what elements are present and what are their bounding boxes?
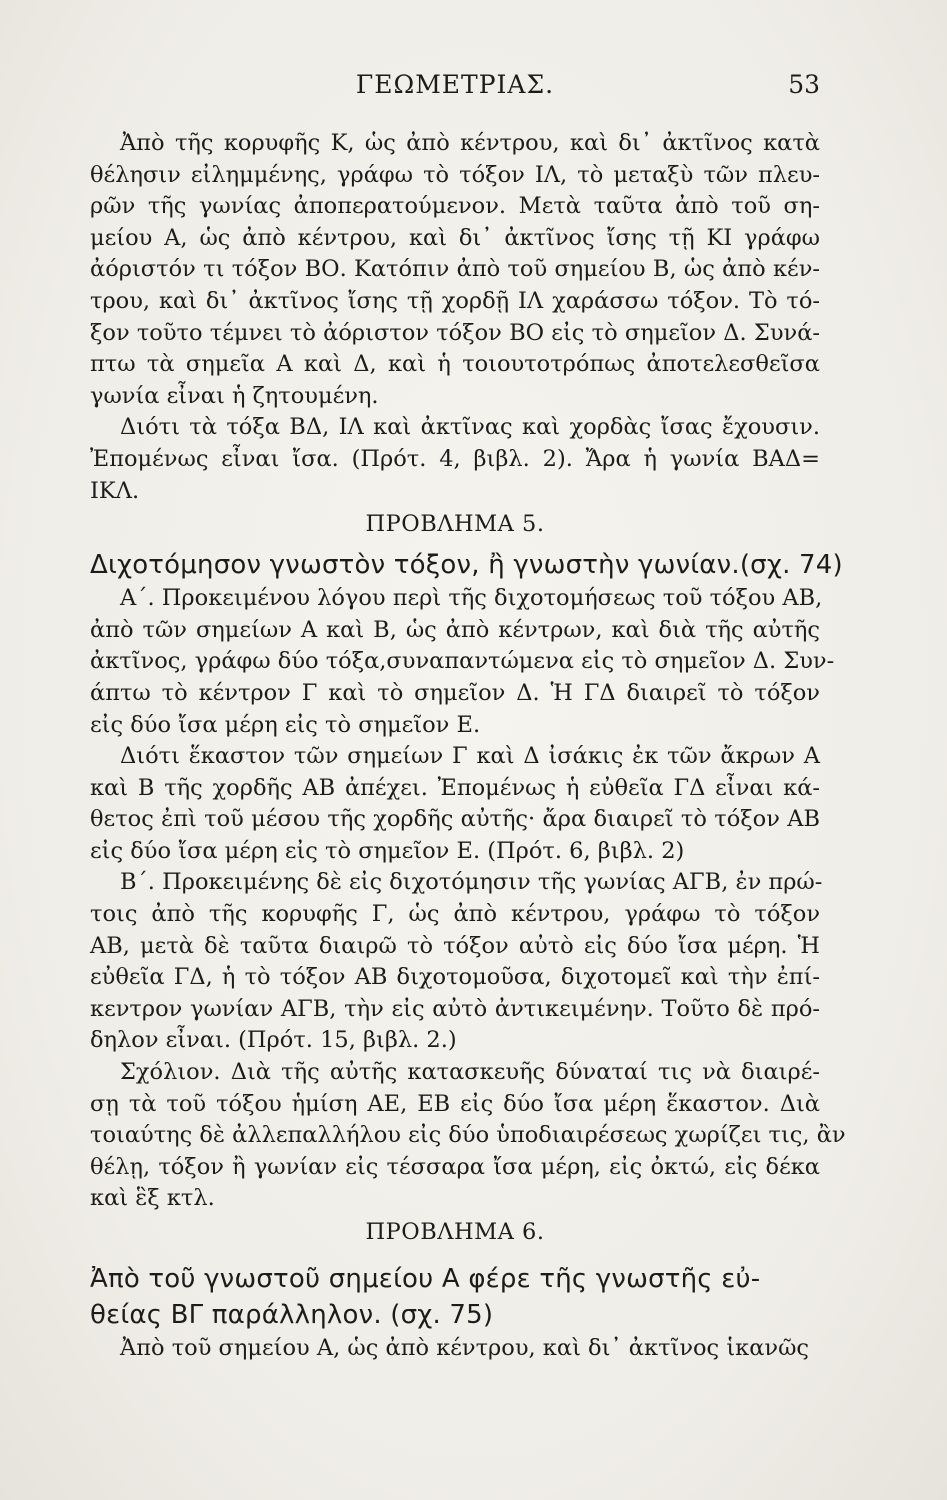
text-line: εἰς δύο ἴσα μέρη εἰς τὸ σημεῖον Ε. (Πρότ. 6, βιβλ. 2) xyxy=(90,837,685,864)
text-line: σῃ τὰ τοῦ τόξου ἡμίση ΑΕ, ΕΒ εἰς δύο ἴσα μέρη ἕκαστον. Διὰ xyxy=(90,1090,820,1117)
text-line: κεντρον γωνίαν ΑΓΒ, τὴν εἰς αὐτὸ ἀντικειμένην. Τοῦτο δὲ πρό- xyxy=(90,995,820,1022)
running-header xyxy=(90,70,820,106)
text-line: Σχόλιον. Διὰ τῆς αὐτῆς κατασκευῆς δύναταί τις νὰ διαιρέ- xyxy=(120,1059,820,1086)
problem-5-heading: ΠΡΟΒΛΗΜΑ 5. xyxy=(365,511,545,538)
text-line: ρῶν τῆς γωνίας ἀποπερατούμενον. Μετὰ ταῦτα ἀπὸ τοῦ ση- xyxy=(90,193,820,220)
text-line: καὶ ἓξ κτλ. xyxy=(90,1185,215,1212)
text-line: Διότι ἕκαστον τῶν σημείων Γ καὶ Δ ἰσάκις ἐκ τῶν ἄκρων Α xyxy=(120,743,820,770)
text-line: δηλον εἶναι. (Πρότ. 15, βιβλ. 2.) xyxy=(90,1027,457,1054)
problem-5-statement: Διχοτόμησον γνωστὸν τόξον, ἢ γνωστὴν γωνίαν.(σχ. 74) xyxy=(90,550,843,581)
text-line: Ἐπομένως εἶναι ἴσα. (Πρότ. 4, βιβλ. 2). Ἄρα ἡ γωνία ΒΑΔ= xyxy=(90,445,820,472)
text-line: θέλῃ, τόξον ἢ γωνίαν εἰς τέσσαρα ἴσα μέρη, εἰς ὀκτώ, εἰς δέκα xyxy=(90,1153,820,1180)
running-title: ΓΕΩΜΕΤΡΙΑΣ. xyxy=(355,70,555,99)
page-number: 53 xyxy=(788,70,820,99)
text-line: θέλησιν εἰλημμένης, γράφω τὸ τόξον ΙΛ, τὸ μεταξὺ τῶν πλευ- xyxy=(90,161,820,188)
text-line: Ἀπὸ τῆς κορυφῆς Κ, ὡς ἀπὸ κέντρου, καὶ δι᾽ ἀκτῖνος κατὰ xyxy=(120,130,820,156)
text-line: εἰς δύο ἴσα μέρη εἰς τὸ σημεῖον Ε. xyxy=(90,711,481,738)
text-line: ἀπὸ τῶν σημείων Α καὶ Β, ὡς ἀπὸ κέντρων, καὶ διὰ τῆς αὐτῆς xyxy=(90,616,820,643)
text-line: πτω τὰ σημεῖα Α καὶ Δ, καὶ ἡ τοιουτοτρόπως ἀποτελεσθεῖσα xyxy=(90,351,820,378)
paragraph-scholium xyxy=(90,1057,846,1215)
text-line: Διότι τὰ τόξα ΒΔ, ΙΛ καὶ ἀκτῖνας καὶ χορδὰς ἴσας ἔχουσιν. xyxy=(120,414,820,441)
text-line: τοις ἀπὸ τῆς κορυφῆς Γ, ὡς ἀπὸ κέντρου, γράφω τὸ τόξον xyxy=(90,901,820,928)
text-line: ἀκτῖνος, γράφω δύο τόξα,συναπαντώμενα εἰς τὸ σημεῖον Δ. Συν- xyxy=(90,648,835,675)
paragraph-angle-bisection xyxy=(90,867,823,1057)
text-line: γωνία εἶναι ἡ ζητουμένη. xyxy=(90,382,379,409)
text-line: Α΄. Προκειμένου λόγου περὶ τῆς διχοτομήσεως τοῦ τόξου ΑΒ, xyxy=(120,585,823,612)
text-line: ἀόριστόν τι τόξον ΒΟ. Κατόπιν ἀπὸ τοῦ σημείου Β, ὡς ἀπὸ κέν- xyxy=(90,256,820,283)
problem-6-statement-line: θείας ΒΓ παράλληλον. (σχ. 75) xyxy=(90,1300,494,1330)
problem-6-heading: ΠΡΟΒΛΗΜΑ 6. xyxy=(365,1219,545,1245)
problem-6-statement-line: Ἀπὸ τοῦ γνωστοῦ σημείου Α φέρε τῆς γνωστῆς εὐ- xyxy=(90,1264,761,1294)
paragraph-construction xyxy=(90,128,820,412)
text-line: εὐθεῖα ΓΔ, ἡ τὸ τόξον ΑΒ διχοτομοῦσα, διχοτομεῖ καὶ τὴν ἐπί- xyxy=(90,964,820,991)
text-line: τρου, καὶ δι᾽ ἀκτῖνος ἴσης τῇ χορδῇ ΙΛ χαράσσω τόξον. Τὸ τό- xyxy=(90,287,820,314)
text-line: ΑΒ, μετὰ δὲ ταῦτα διαιρῶ τὸ τόξον αὐτὸ εἰς δύο ἴσα μέρη. Ἡ xyxy=(90,932,820,959)
paragraph-arc-proof xyxy=(90,741,820,867)
text-line: Ἀπὸ τοῦ σημείου Α, ὡς ἀπὸ κέντρου, καὶ δι᾽ ἀκτῖνος ἱκανῶς xyxy=(120,1335,810,1361)
text-line: μείου Α, ὡς ἀπὸ κέντρου, καὶ δι᾽ ἀκτῖνος ἴσης τῇ ΚΙ γράφω xyxy=(90,224,820,251)
paragraph-proof xyxy=(90,412,820,507)
text-line: άπτω τὸ κέντρον Γ καὶ τὸ σημεῖον Δ. Ἡ ΓΔ διαιρεῖ τὸ τόξον xyxy=(90,679,820,706)
page-body xyxy=(90,128,846,1365)
text-line: ΙΚΛ. xyxy=(90,477,140,504)
text-line: τοιαύτης δὲ ἀλλεπαλλήλου εἰς δύο ὑποδιαιρέσεως χωρίζει τις, ἂν xyxy=(90,1122,846,1149)
text-line: θετος ἐπὶ τοῦ μέσου τῆς χορδῆς αὐτῆς· ἄρα διαιρεῖ τὸ τόξον ΑΒ xyxy=(90,806,820,833)
text-line: καὶ Β τῆς χορδῆς ΑΒ ἀπέχει. Ἐπομένως ἡ εὐθεῖα ΓΔ εἶναι κά- xyxy=(90,774,820,801)
text-line: Β΄. Προκειμένης δὲ εἰς διχοτόμησιν τῆς γωνίας ΑΓΒ, ἐν πρώ- xyxy=(120,869,823,896)
paragraph-arc-bisection xyxy=(90,583,835,741)
text-line: ξον τοῦτο τέμνει τὸ ἀόριστον τόξον ΒΟ εἰς τὸ σημεῖον Δ. Συνά- xyxy=(90,319,820,346)
paragraph-parallel-construction xyxy=(90,1333,820,1365)
